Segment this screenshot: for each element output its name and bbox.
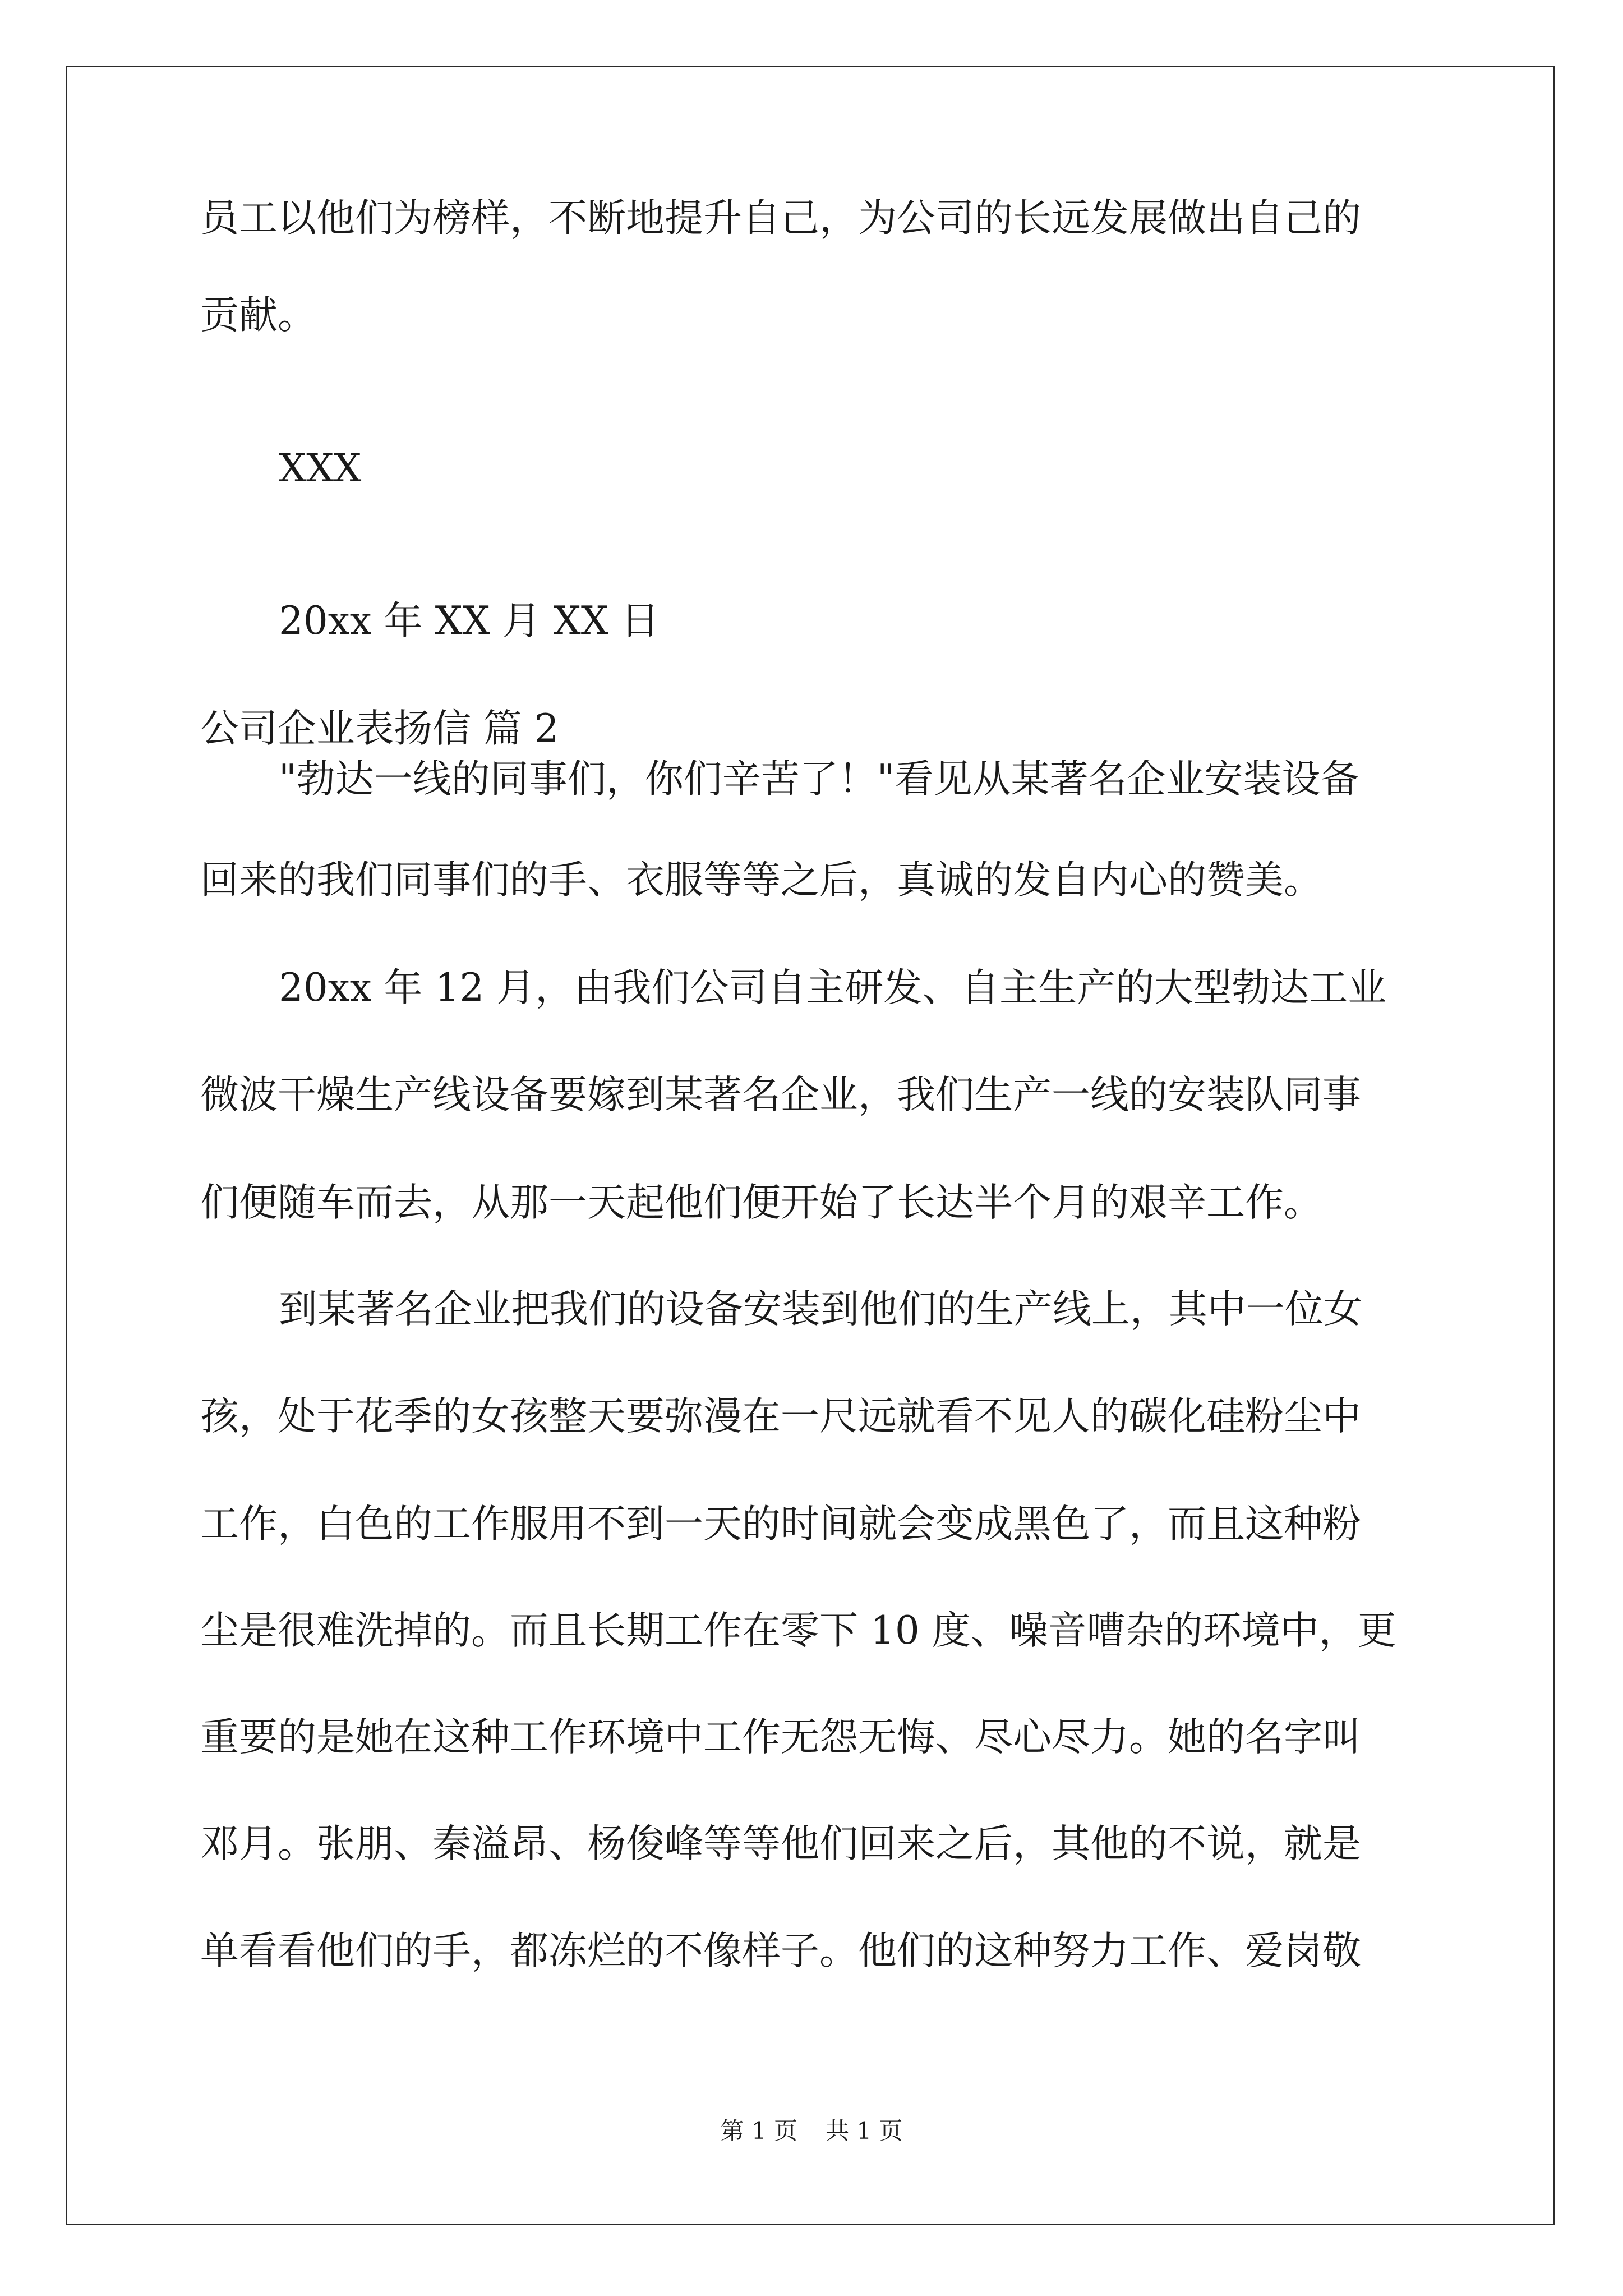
- signature-name: XXX: [279, 446, 362, 491]
- section-heading: 公司企业表扬信 篇 2: [200, 706, 559, 751]
- body-line: 微波干燥生产线设备要嫁到某著名企业，我们生产一线的安装队同事: [200, 1073, 1361, 1117]
- body-line: 邓月。张朋、秦溢昂、杨俊峰等等他们回来之后，其他的不说，就是: [200, 1821, 1361, 1866]
- body-line: 到某著名企业把我们的设备安装到他们的生产线上，其中一位女: [279, 1287, 1362, 1332]
- body-line: 员工以他们为榜样，不断地提升自己，为公司的长远发展做出自己的: [200, 196, 1361, 241]
- body-line: 工作，白色的工作服用不到一天的时间就会变成黑色了，而且这种粉: [200, 1502, 1361, 1547]
- body-line: 孩，处于花季的女孩整天要弥漫在一尺远就看不见人的碳化硅粉尘中: [200, 1394, 1361, 1439]
- page-border: [66, 66, 1555, 2225]
- body-line: 回来的我们同事们的手、衣服等等之后，真诚的发自内心的赞美。: [200, 858, 1322, 903]
- page-footer: [0, 2119, 1623, 2143]
- body-line: 20xx 年 12 月，由我们公司自主研发、自主生产的大型勃达工业: [279, 965, 1387, 1010]
- body-line: 单看看他们的手，都冻烂的不像样子。他们的这种努力工作、爱岗敬: [200, 1929, 1361, 1973]
- body-line: 重要的是她在这种工作环境中工作无怨无悔、尽心尽力。她的名字叫: [200, 1715, 1361, 1760]
- body-line: 们便随车而去，从那一天起他们便开始了长达半个月的艰辛工作。: [200, 1180, 1322, 1225]
- signature-date: 20xx 年 XX 月 XX 日: [279, 599, 660, 643]
- page-number: 第 1 页: [720, 2117, 797, 2145]
- body-line: 贡献。: [200, 293, 316, 338]
- body-line: "勃达一线的同事们，你们辛苦了！"看见从某著名企业安装设备: [279, 757, 1359, 802]
- body-line: 尘是很难洗掉的。而且长期工作在零下 10 度、噪音嘈杂的环境中，更: [200, 1608, 1396, 1653]
- page-total: 共 1 页: [826, 2117, 903, 2145]
